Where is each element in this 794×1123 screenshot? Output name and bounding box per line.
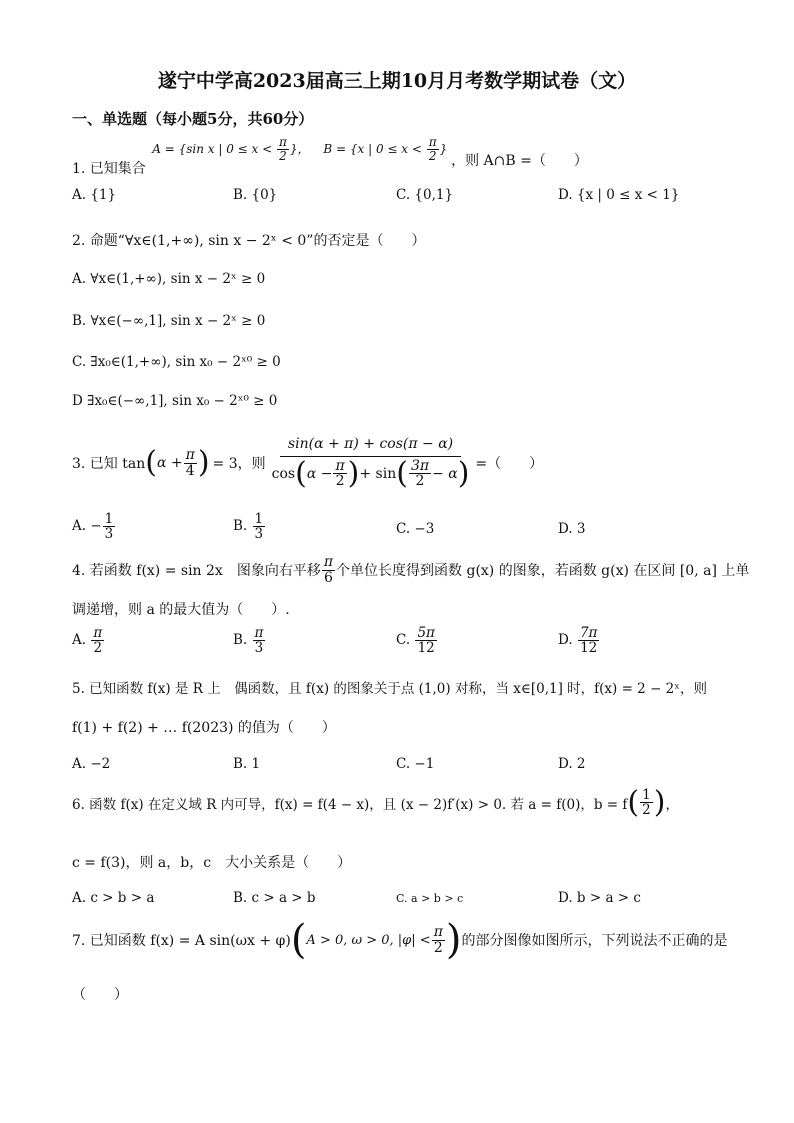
q3-eq: = 3，则 — [212, 456, 266, 472]
q6-option-d: D. b > a > c — [558, 890, 641, 906]
frac-den: 2 — [428, 148, 437, 163]
question-4-line-1 — [72, 555, 749, 585]
q1-set-a-end: }， — [289, 141, 310, 156]
q1-label: 1. 已知集合 — [72, 160, 146, 177]
q3-frac-3pi-2 — [409, 459, 431, 489]
opt-label: A. — [72, 632, 87, 649]
q5-option-a: A. −2 — [72, 756, 111, 772]
q2-option-d: D ∃x₀∈(−∞,1], sin x₀ − 2ˣ⁰ ≥ 0 — [72, 393, 278, 409]
frac-den: 2 — [93, 640, 103, 657]
opt-label: A. − — [72, 518, 102, 535]
opt-label: B. — [233, 518, 248, 535]
q3-inner: α + — [156, 455, 183, 471]
question-7-line-2: （ ） — [72, 987, 128, 1003]
frac-num: π — [433, 923, 443, 940]
frac-den: 2 — [433, 939, 443, 956]
frac-num: π — [185, 446, 195, 463]
q4-frac — [322, 555, 335, 585]
q3-den-cos: cos — [271, 465, 296, 482]
q4-option-d — [558, 626, 600, 655]
q4-option-c — [396, 626, 438, 655]
q2-option-c: C. ∃x₀∈(1,+∞), sin x₀ − 2ˣ⁰ ≥ 0 — [72, 354, 281, 370]
paren-open: ( — [145, 445, 157, 480]
paren-close: ) — [445, 917, 462, 963]
question-6-line-1 — [72, 784, 679, 820]
frac-num: 3π — [410, 457, 430, 474]
frac-num: π — [279, 135, 287, 149]
q3-main-fraction — [270, 437, 472, 489]
q1-set-a — [152, 135, 313, 163]
question-1 — [72, 135, 588, 177]
frac-den: 2 — [642, 802, 651, 819]
q1-set-b — [323, 135, 451, 163]
page-title: 遂宁中学高2023届高三上期10月月考数学期试卷（文） — [157, 70, 637, 92]
paren-close: ) — [347, 455, 360, 491]
q3-option-c: C. −3 — [396, 521, 435, 537]
frac-num: π — [93, 625, 103, 641]
q1-set-b-end: } — [439, 141, 448, 156]
question-6-line-2: c = f(3)，则 a，b，c 大小关系是（ ） — [72, 855, 352, 871]
q3-option-d: D. 3 — [558, 521, 586, 537]
q4-stem-b: 个单位长度得到函数 g(x) 的图象，若函数 g(x) 在区间 [0, a] 上单 — [336, 563, 750, 580]
q7-stem-a: 7. 已知函数 f(x) = A sin(ωx + φ) — [72, 933, 291, 949]
q3-option-a — [72, 512, 116, 541]
frac-den: 3 — [254, 526, 264, 543]
question-2: 2. 命题“∀x∈(1,+∞), sin x − 2ˣ < 0”的否定是（ ） — [72, 233, 426, 249]
q7-condition: A > 0, ω > 0, |φ| < — [306, 932, 431, 948]
q1-option-d: D. {x | 0 ≤ x < 1} — [558, 187, 680, 203]
question-7-line-1 — [72, 917, 728, 963]
frac-den: 3 — [254, 640, 264, 657]
frac-den: 12 — [417, 640, 435, 657]
q1-option-c: C. {0,1} — [396, 187, 454, 203]
q7-frac — [432, 925, 445, 955]
q3-label: 3. 已知 tan — [72, 456, 146, 472]
q7-stem-b: 的部分图像如图所示，下列说法不正确的是 — [461, 933, 728, 949]
q6-option-b: B. c > a > b — [233, 890, 316, 906]
q1-option-a: A. {1} — [72, 187, 117, 203]
frac-num: 1 — [254, 511, 264, 527]
q6-option-c: C. a > b > c — [396, 892, 464, 905]
paren-close: ) — [653, 784, 666, 820]
q1-set-b-text: B = {x | 0 ≤ x < — [323, 141, 422, 156]
q1-tail: ，则 A∩B =（ ） — [451, 152, 588, 169]
frac-den: 12 — [580, 640, 598, 657]
question-3 — [72, 428, 543, 498]
section-heading: 一、单选题（每小题5分，共60分） — [72, 110, 314, 128]
frac-den: 2 — [279, 148, 287, 163]
q2-option-a: A. ∀x∈(1,+∞), sin x − 2ˣ ≥ 0 — [72, 271, 266, 287]
question-5-line-1: 5. 已知函数 f(x) 是 R 上 偶函数，且 f(x) 的图象关于点 (1,0) 对称，当 x∈[0,1] 时，f(x) = 2 − 2ˣ，则 — [72, 681, 707, 697]
frac-den: 4 — [185, 462, 195, 479]
frac-num: 5π — [417, 625, 435, 641]
paren-open: ( — [396, 455, 408, 491]
paren-close: ) — [457, 455, 470, 491]
q6-option-a: A. c > b > a — [72, 890, 155, 906]
frac-num: 1 — [642, 787, 651, 803]
paren-open: ( — [295, 455, 307, 491]
q3-frac-pi-2 — [333, 459, 346, 489]
paren-close: ) — [197, 445, 210, 480]
opt-label: D. — [558, 632, 573, 649]
paren-open: ( — [290, 917, 307, 963]
q3-tail: =（ ） — [475, 456, 544, 472]
paren-open: ( — [627, 784, 640, 820]
frac-num: 1 — [104, 511, 114, 527]
q1-set-a-frac — [277, 136, 289, 162]
q3-numerator: sin(α + π) + cos(π − α) — [280, 437, 461, 457]
q4-option-a — [72, 626, 105, 655]
q1-set-a-text: A = {sin x | 0 ≤ x < — [152, 141, 273, 156]
q5-option-b: B. 1 — [233, 756, 261, 772]
q3-den-sin: + sin — [359, 465, 397, 482]
frac-den: 3 — [104, 526, 114, 543]
q4-option-b — [233, 626, 266, 655]
frac-den: 6 — [323, 569, 333, 586]
question-4-line-2: 调递增，则 a 的最大值为（ ）. — [72, 602, 290, 618]
q6-stem-a: 6. 函数 f(x) 在定义域 R 内可导，f(x) = f(4 − x)，且 (x − 2)f′(x) > 0. 若 a = f(0)，b = f — [72, 796, 628, 813]
q3-frac-pi-4 — [184, 448, 197, 478]
q3-denominator — [270, 457, 472, 489]
frac-num: π — [323, 554, 334, 570]
q6-frac — [640, 788, 653, 817]
frac-num: π — [428, 135, 437, 149]
frac-den: 2 — [415, 473, 425, 490]
q1-set-b-frac — [427, 136, 439, 162]
frac-den: 2 — [335, 473, 345, 490]
q4-stem-a: 4. 若函数 f(x) = sin 2x 图象向右平移 — [72, 563, 321, 580]
question-5-line-2: f(1) + f(2) + … f(2023) 的值为（ ） — [72, 720, 336, 736]
q1-option-b: B. {0} — [233, 187, 278, 203]
opt-label: B. — [233, 632, 248, 649]
opt-label: C. — [396, 632, 411, 649]
q5-option-d: D. 2 — [558, 756, 586, 772]
q3-option-b — [233, 512, 266, 541]
q3-den-minus-alpha: − α — [432, 465, 458, 482]
q3-den-alpha: α − — [306, 465, 333, 482]
q5-option-c: C. −1 — [396, 756, 435, 772]
q6-stem-end: ， — [665, 796, 679, 813]
frac-num: π — [335, 457, 345, 474]
frac-num: 7π — [579, 625, 598, 641]
q2-option-b: B. ∀x∈(−∞,1], sin x − 2ˣ ≥ 0 — [72, 313, 266, 329]
frac-num: π — [254, 625, 264, 641]
